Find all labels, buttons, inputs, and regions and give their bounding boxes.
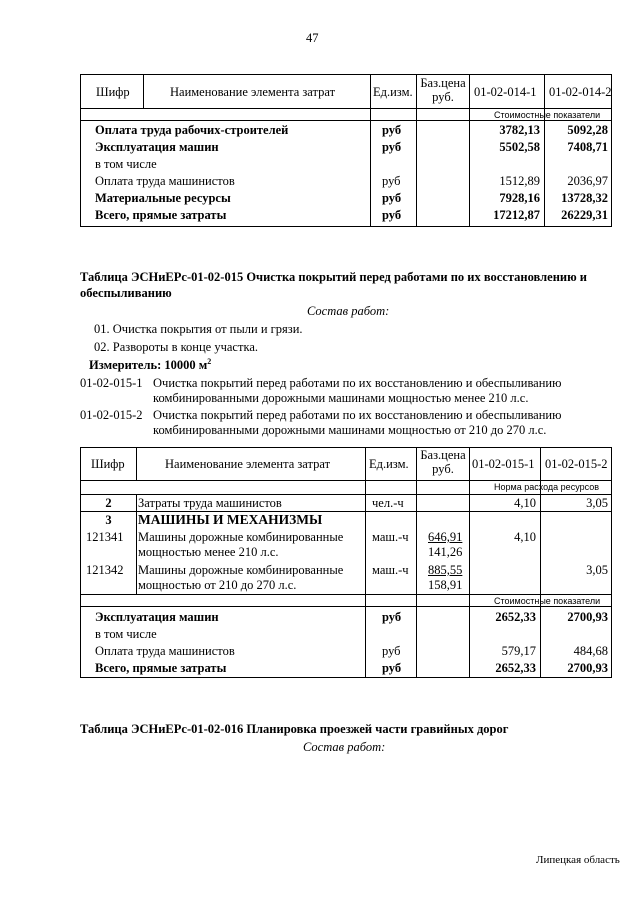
header-col1: 01-02-014-1: [474, 85, 537, 99]
row-name-cont: мощностью от 210 до 270 л.с.: [138, 578, 297, 592]
row-value-2: 13728,32: [561, 191, 608, 205]
row-value-2: 3,05: [586, 496, 608, 510]
row-unit: руб: [382, 661, 402, 675]
header-name: Наименование элемента затрат: [165, 457, 331, 471]
row-unit: чел.-ч: [372, 496, 404, 510]
row-name: Машины дорожные комбинированные: [138, 563, 344, 577]
row-code: 121342: [86, 563, 124, 577]
row-value-1: 1512,89: [499, 174, 540, 188]
row-value-2: 26229,31: [561, 208, 608, 222]
row-unit: руб: [382, 123, 402, 137]
row-value-2: 7408,71: [567, 140, 608, 154]
item-description-cont: комбинированными дорожными машинами мощностью от 210 до 270 л.с.: [153, 423, 547, 437]
group-code: 3: [105, 513, 112, 527]
row-name: Всего, прямые затраты: [95, 661, 227, 675]
row-unit: руб: [382, 174, 401, 188]
row-name-cont: мощностью менее 210 л.с.: [138, 545, 279, 559]
row-value-1: 5502,58: [499, 140, 540, 154]
row-name: Всего, прямые затраты: [95, 208, 227, 222]
work-item: 02. Развороты в конце участка.: [94, 340, 258, 354]
row-value-1: 4,10: [514, 530, 536, 544]
item-description-cont: комбинированными дорожными машинами мощностью менее 210 л.с.: [153, 391, 529, 405]
row-value-2: 2036,97: [567, 174, 608, 188]
base-price-labor: 158,91: [428, 578, 463, 592]
row-value-1: 2652,33: [495, 610, 536, 624]
header-name: Наименование элемента затрат: [170, 85, 336, 99]
section-label: Стоимостные показатели: [494, 110, 601, 120]
row-value-2: 484,68: [573, 644, 608, 658]
table-title: Таблица ЭСНиЕРс-01-02-015 Очистка покрытий перед работами по их восстановлению и: [80, 270, 587, 284]
row-code: 121341: [86, 530, 124, 544]
base-price: 646,91: [428, 530, 463, 544]
item-description: Очистка покрытий перед работами по их восстановлению и обеспыливанию: [153, 376, 562, 390]
row-value-1: 2652,33: [495, 661, 536, 675]
row-name: Материальные ресурсы: [95, 191, 231, 205]
row-name: Оплата труда машинистов: [95, 644, 235, 658]
row-unit: руб: [382, 191, 402, 205]
row-name: Эксплуатация машин: [95, 610, 219, 624]
row-value-1: 7928,16: [499, 191, 540, 205]
row-name: Оплата труда рабочих-строителей: [95, 123, 289, 137]
cost-label: Стоимостные показатели: [494, 596, 601, 606]
row-value-1: 4,10: [514, 496, 536, 510]
header-col2: 01-02-015-2: [545, 457, 608, 471]
page-number: 47: [306, 31, 319, 45]
item-description: Очистка покрытий перед работами по их восстановлению и обеспыливанию: [153, 408, 562, 422]
row-value-2: 5092,28: [567, 123, 608, 137]
row-name: Машины дорожные комбинированные: [138, 530, 344, 544]
header-base-price: Баз.цена руб.: [420, 448, 466, 476]
row-name: Оплата труда машинистов: [95, 174, 235, 188]
row-code: 2: [105, 496, 112, 510]
row-unit: руб: [382, 208, 402, 222]
group-name: МАШИНЫ И МЕХАНИЗМЫ: [138, 512, 323, 527]
row-value-1: 3782,13: [499, 123, 540, 137]
header-col2: 01-02-014-2: [549, 85, 612, 99]
row-unit: руб: [382, 610, 402, 624]
norm-label: Норма расхода ресурсов: [494, 482, 599, 492]
item-code: 01-02-015-1: [80, 376, 143, 390]
row-value-2: 2700,93: [567, 610, 608, 624]
row-value-1: 579,17: [501, 644, 536, 658]
item-code: 01-02-015-2: [80, 408, 143, 422]
base-price-labor: 141,26: [428, 545, 463, 559]
header-col1: 01-02-015-1: [472, 457, 535, 471]
row-unit: руб: [382, 140, 402, 154]
row-value-1: 17212,87: [493, 208, 540, 222]
row-name: в том числе: [95, 157, 157, 171]
row-name: Затраты труда машинистов: [138, 496, 282, 510]
header-code: Шифр: [96, 85, 130, 99]
work-composition-label: Состав работ:: [303, 740, 386, 754]
row-value-2: 2700,93: [567, 661, 608, 675]
table-title-cont: обеспыливанию: [80, 286, 172, 300]
header-code: Шифр: [91, 457, 125, 471]
meter-label: Измеритель: 10000 $м^2$: [89, 357, 212, 373]
row-name: в том числе: [95, 627, 157, 641]
work-item: 01. Очистка покрытия от пыли и грязи.: [94, 322, 303, 336]
base-price: 885,55: [428, 563, 463, 577]
row-unit: маш.-ч: [372, 530, 409, 544]
header-unit: Ед.изм.: [369, 457, 409, 471]
footer-region: Липецкая область: [536, 854, 620, 866]
table-title: Таблица ЭСНиЕРс-01-02-016 Планировка проезжей части гравийных дорог: [80, 722, 509, 736]
row-unit: руб: [382, 644, 401, 658]
row-unit: маш.-ч: [372, 563, 409, 577]
row-value-2: 3,05: [586, 563, 608, 577]
header-unit: Ед.изм.: [373, 85, 413, 99]
header-base-price: Баз.цена руб.: [420, 76, 466, 104]
work-composition-label: Состав работ:: [307, 304, 390, 318]
row-name: Эксплуатация машин: [95, 140, 219, 154]
